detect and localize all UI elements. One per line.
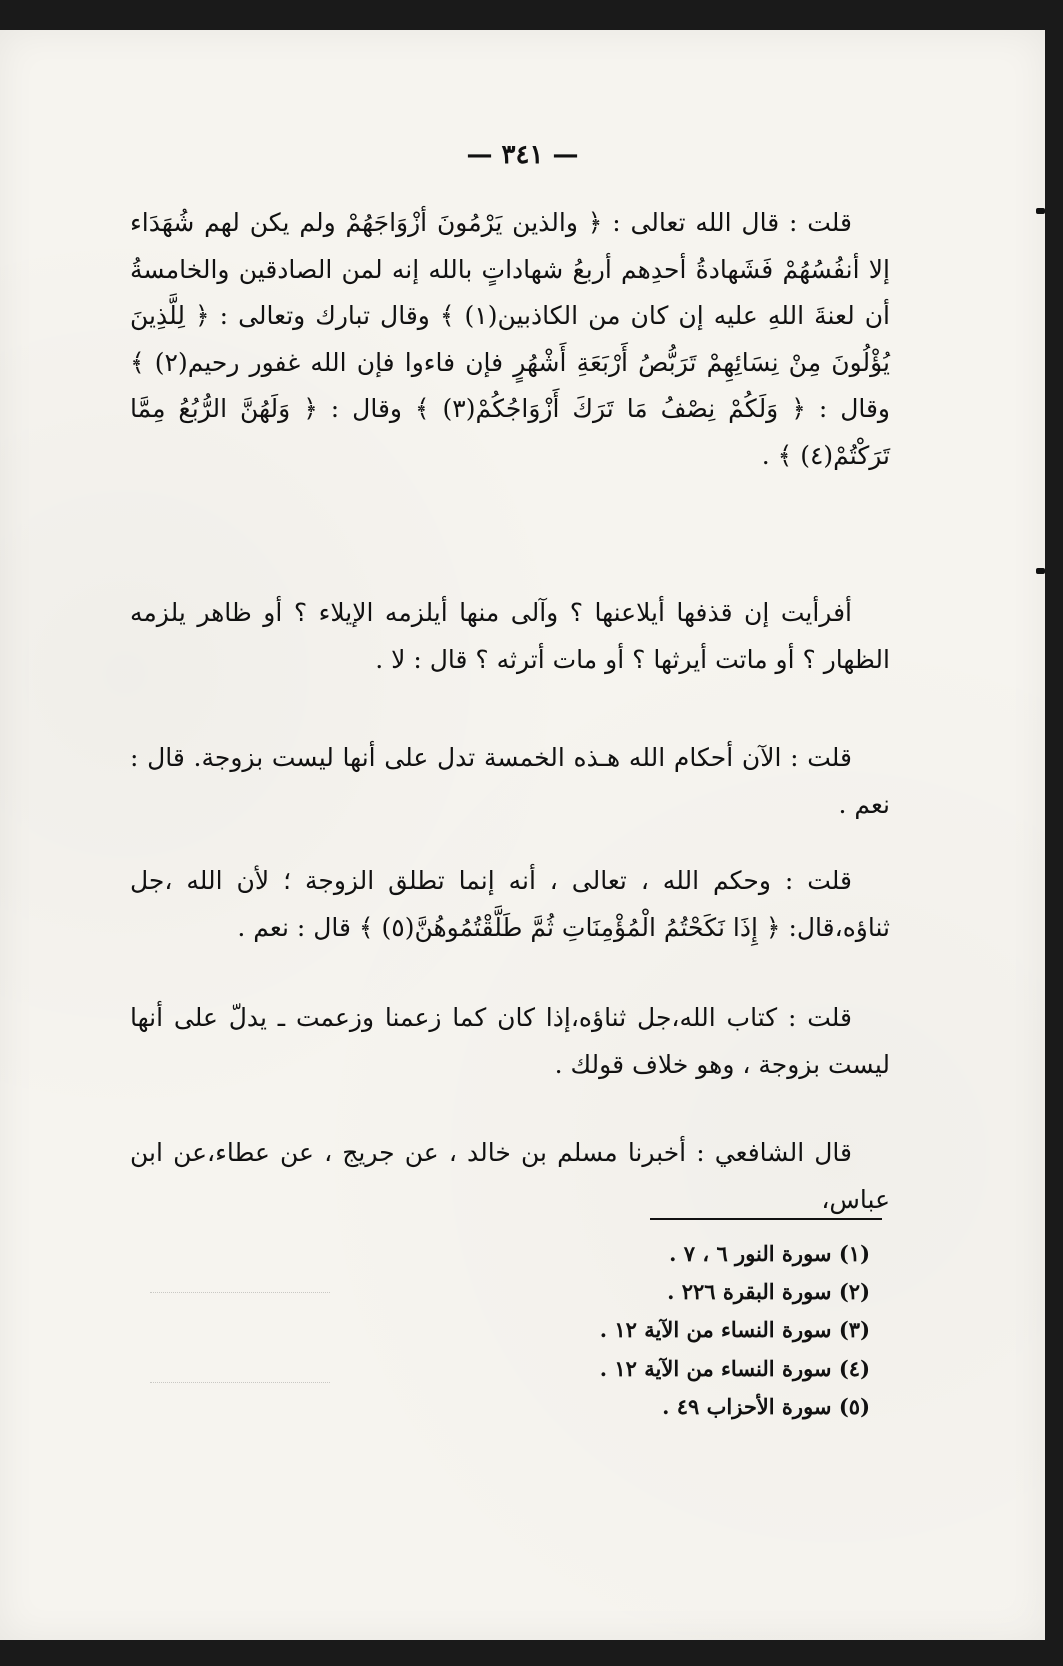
paragraph-1 — [130, 200, 890, 479]
footnote: (٤) سورة النساء من الآية ١٢ . — [599, 1355, 870, 1381]
footnote: (١) سورة النور ٦ ، ٧ . — [669, 1241, 870, 1266]
paragraph-text: قلت : الآن أحكام الله هـذه الخمسة تدل على أنها ليست بزوجة. قال : نعم . — [130, 743, 890, 819]
bleed-through-line — [150, 1292, 330, 1293]
book-page — [0, 30, 1045, 1640]
paragraph-text: قلت : وحكم الله ، تعالى ، أنه إنما تطلق الزوجة ؛ لأن الله ،جل ثناؤه،قال: ﴿ إِذَا نَكَحْتُمُ الْمُؤْمِنَاتِ ثُمَّ طَلَّقْتُمُوهُنَّ(٥) ﴾ قال : نعم . — [130, 866, 890, 942]
bleed-through-line — [150, 1382, 330, 1383]
page-number: — ٣٤١ — — [466, 140, 579, 170]
paragraph-text: قلت : كتاب الله،جل ثناؤه،إذا كان كما زعمنا وزعمت ـ يدلّ على أنها ليست بزوجة ، وهو خلاف قولك . — [130, 1003, 890, 1079]
paragraph-5 — [130, 995, 890, 1088]
paragraph-text: قال الشافعي : أخبرنا مسلم بن خالد ، عن جريج ، عن عطاء،عن ابن عباس، — [130, 1138, 890, 1214]
footnote: (٣) سورة النساء من الآية ١٢ . — [599, 1317, 870, 1343]
paragraph-3 — [130, 735, 890, 828]
footnotes — [420, 1235, 870, 1426]
edge-mark-top — [1036, 208, 1045, 214]
footnote-separator — [650, 1218, 882, 1220]
paragraph-2 — [130, 590, 890, 683]
paragraph-4 — [130, 858, 890, 951]
paragraph-text: أفرأيت إن قذفها أيلاعنها ؟ وآلى منها أيلزمه الإيلاء ؟ أو ظاهر يلزمه الظهار ؟ أو ماتت أيرثها ؟ أو مات أترثه ؟ قال : لا . — [130, 598, 890, 674]
paragraph-text: قلت : قال الله تعالى : ﴿ والذين يَرْمُونَ أزْوَاجَهُمْ ولم يكن لهم شُهَدَاء إلا أنفُسُهُمْ فَشَهادةُ أحدِهم أربعُ شهاداتٍ بالله إنه لمن الصادقين والخامسةُ أن لعنةَ اللهِ عليه إن كان من الكاذبين(١) ﴾ وقال تبارك وتعالى : ﴿ لِلَّذِينَ يُؤْلُونَ مِنْ نِسَائِهِمْ تَرَبُّصُ أَرْبَعَةِ أَشْهُرٍ فإن فاءوا فإن الله غفور رحيم(٢) ﴾ وقال : ﴿ وَلَكُمْ نِصْفُ مَا تَرَكَ أَزْوَاجُكُمْ(٣) ﴾ وقال : ﴿ وَلَهُنَّ الرُّبُعُ مِمَّا تَرَكْتُمْ(٤) ﴾ . — [130, 208, 891, 470]
paragraph-6 — [130, 1130, 890, 1223]
edge-mark-bottom — [1036, 568, 1045, 574]
footnote: (٥) سورة الأحزاب ٤٩ . — [662, 1393, 870, 1419]
footnote: (٢) سورة البقرة ٢٢٦ . — [667, 1279, 870, 1305]
